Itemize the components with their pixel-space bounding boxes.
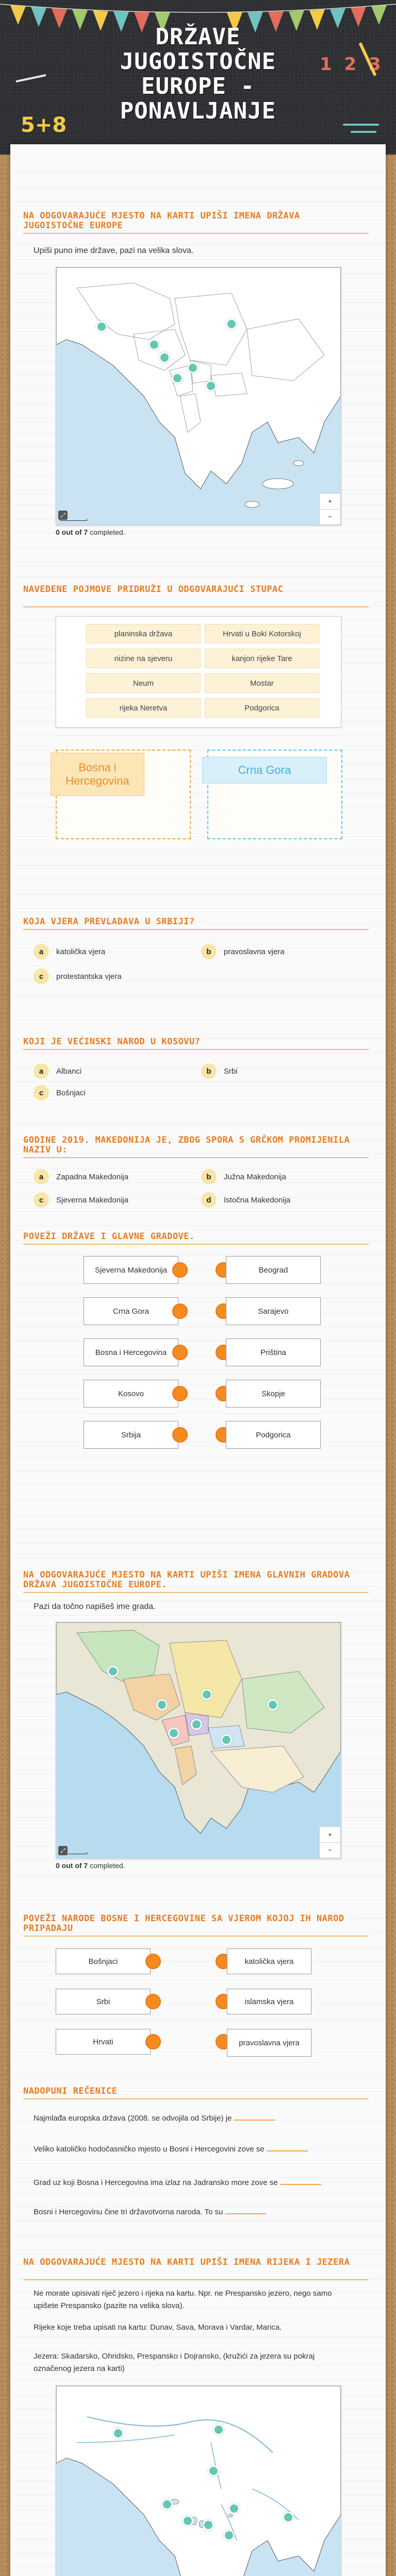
pair-right-item[interactable]: katolička vjera xyxy=(227,1948,311,1974)
section-title: GODINE 2019. MAKEDONIJA JE, ZBOG SPORA S GRČKOM PROMIJENILA NAZIV U: xyxy=(23,1135,350,1155)
connect-dot[interactable] xyxy=(172,1427,188,1443)
section-title: POVEŽI DRŽAVE I GLAVNE GRADOVE. xyxy=(23,1231,195,1242)
pair-left-item[interactable]: Hrvati xyxy=(56,2029,151,2055)
map-marker[interactable] xyxy=(223,2530,235,2541)
section-instruction: Pazi da točno napišeš ime grada. xyxy=(34,1602,156,1611)
section-title: KOJA VJERA PREVLADAVA U SRBIJI? xyxy=(23,917,195,927)
answer-option-c[interactable]: c protestantska vjera xyxy=(34,967,122,986)
pair-left-item[interactable]: Srbi xyxy=(56,1989,151,2014)
map-marker[interactable] xyxy=(96,321,107,332)
map-marker[interactable] xyxy=(191,1719,202,1730)
pair-right-item[interactable]: Beograd xyxy=(226,1256,321,1284)
balkan-capitals-map xyxy=(56,1622,341,1858)
map-marker[interactable] xyxy=(107,1666,119,1677)
blank-input[interactable] xyxy=(267,2143,308,2151)
pair-right-item[interactable]: Podgorica xyxy=(226,1421,321,1449)
section-divider xyxy=(23,2279,369,2280)
connect-dot[interactable] xyxy=(145,2034,161,2049)
pair-right-item[interactable]: Skopje xyxy=(226,1380,321,1408)
map-card xyxy=(56,1622,341,1859)
balkan-rivers-map xyxy=(56,2386,341,2576)
drag-tile[interactable]: planinska država xyxy=(86,624,201,643)
map-marker[interactable] xyxy=(205,380,217,392)
chalk-line-decoration xyxy=(343,124,379,126)
map-marker[interactable] xyxy=(187,362,199,374)
section-divider xyxy=(23,929,369,930)
chalk-line-decoration xyxy=(351,131,376,133)
dropzone-label: Crna Gora xyxy=(202,757,327,784)
answer-option-d[interactable]: d Istočna Makedonija xyxy=(201,1190,290,1210)
answer-option-a[interactable]: a Zapadna Makedonija xyxy=(34,1167,128,1187)
page-title: DRŽAVE JUGOISTOČNE EUROPE - PONAVLJANJE xyxy=(120,24,276,124)
pair-left-item[interactable]: Crna Gora xyxy=(84,1297,178,1325)
map-marker[interactable] xyxy=(168,1727,179,1739)
map-marker[interactable] xyxy=(201,1689,212,1700)
drag-tile[interactable]: Hrvati u Boki Kotorskoj xyxy=(205,624,319,643)
drag-tile[interactable]: kanjon rijeke Tare xyxy=(205,649,319,668)
answer-option-a[interactable]: a katolička vjera xyxy=(34,942,105,961)
section-divider xyxy=(23,233,369,234)
drag-tile[interactable]: rijeka Neretva xyxy=(86,698,201,718)
map-zoom-controls[interactable] xyxy=(319,493,341,525)
blank-input[interactable] xyxy=(234,2112,275,2121)
answer-option-b[interactable]: b Srbi xyxy=(201,1061,238,1081)
map-marker[interactable] xyxy=(203,2519,214,2531)
map-marker[interactable] xyxy=(182,2515,193,2527)
dropzone-crna-gora[interactable] xyxy=(207,750,342,839)
section-instruction: Rijeke koje treba upisati na kartu: Dunav, Sava, Morava i Vardar, Marica. xyxy=(34,2323,282,2332)
map-marker[interactable] xyxy=(208,2465,219,2477)
section-title: NAVEDENE POJMOVE PRIDRUŽI U ODGOVARAJUĆI STUPAC xyxy=(23,584,284,595)
map-card xyxy=(56,267,341,526)
drag-tile[interactable]: Mostar xyxy=(205,673,319,693)
connect-dot[interactable] xyxy=(172,1303,188,1319)
section-divider xyxy=(23,1244,369,1245)
map-marker[interactable] xyxy=(148,339,160,350)
drag-tile[interactable]: Podgorica xyxy=(205,698,319,718)
section-title: NA ODGOVARAJUĆE MJESTO NA KARTI UPIŠI IMENA GLAVNIH GRADOVA DRŽAVA JUGOISTOČNE EUROPE. xyxy=(23,1570,350,1590)
fill-sentence: Najmlađa europska država (2008. se odvojila od Srbije) je xyxy=(34,2112,353,2125)
connect-dot[interactable] xyxy=(172,1345,188,1360)
section-instruction: Upiši puno ime države, pazi na velika slova. xyxy=(34,246,194,255)
section-divider xyxy=(23,1592,369,1593)
math-doodle-left: 5+8 xyxy=(21,113,67,137)
connect-dot[interactable] xyxy=(172,1262,188,1278)
zoom-in-icon[interactable]: + xyxy=(320,494,340,510)
dropzone-label: Bosna i Hercegovina xyxy=(51,753,144,796)
map-progress: 0 out of 7 completed. xyxy=(56,528,125,536)
section-divider xyxy=(23,1936,369,1937)
answer-option-c[interactable]: c Sjeverna Makedonija xyxy=(34,1190,128,1210)
fill-sentence: Bosni i Hercegovinu čine tri državotvorna naroda. To su xyxy=(34,2206,353,2218)
map-marker[interactable] xyxy=(159,352,170,363)
section-divider xyxy=(23,1157,369,1158)
map-progress: 0 out of 7 completed. xyxy=(56,1861,125,1870)
map-marker[interactable] xyxy=(161,2499,173,2510)
pair-left-item[interactable]: Sjeverna Makedonija xyxy=(84,1256,178,1284)
section-title: NADOPUNI REČENICE xyxy=(23,2086,118,2096)
fullscreen-icon[interactable]: ⤢ xyxy=(58,511,68,520)
fill-sentence: Grad uz koji Bosna i Hercegovina ima izlaz na Jadransko more zove se xyxy=(34,2177,353,2189)
drag-tile[interactable]: nizine na sjeveru xyxy=(86,649,201,668)
balkan-map xyxy=(56,267,341,525)
section-divider xyxy=(23,606,369,607)
worksheet-header xyxy=(0,0,396,155)
drag-tile[interactable]: Neum xyxy=(86,673,201,693)
connect-dot[interactable] xyxy=(145,1954,161,1969)
zoom-out-icon[interactable]: − xyxy=(328,513,332,520)
numbers-doodle-right: 1 2 3 xyxy=(320,54,384,75)
map-marker[interactable] xyxy=(213,2424,224,2435)
fullscreen-icon[interactable]: ⤢ xyxy=(58,1846,68,1855)
fill-sentence: Veliko katoličko hodočasničko mjesto u Bosni i Hercegovini zove se xyxy=(34,2143,353,2156)
pair-left-item[interactable]: Srbija xyxy=(84,1421,178,1449)
map-marker[interactable] xyxy=(221,1734,232,1745)
section-instruction: Jezera: Skadarsko, Ohridsko, Prespansko i Dojransko, (kružići za jezera su pokraj označenog jezera na karti) xyxy=(34,2352,315,2373)
pair-left-item[interactable]: Bosna i Hercegovina xyxy=(84,1338,178,1366)
section-divider xyxy=(23,2098,369,2099)
section-title: NA ODGOVARAJUĆE MJESTO NA KARTI UPIŠI IMENA DRŽAVA JUGOISTOČNE EUROPE xyxy=(23,211,300,231)
map-marker[interactable] xyxy=(283,2512,294,2523)
map-marker[interactable] xyxy=(172,372,183,384)
tile-bank xyxy=(56,616,341,727)
answer-option-c[interactable]: c Bošnjaci xyxy=(34,1083,86,1103)
pair-right-item[interactable]: islamska vjera xyxy=(227,1989,311,2014)
zoom-out-icon[interactable]: − xyxy=(328,1846,332,1854)
section-title: POVEŽI NARODE BOSNE I HERCEGOVINE SA VJEROM KOJOJ IH NAROD PRIPADAJU xyxy=(23,1913,344,1934)
blank-input[interactable] xyxy=(280,2177,321,2185)
map-marker[interactable] xyxy=(226,318,237,330)
section-instruction: Ne morate upisivati riječ jezero i rijeka na kartu. Npr. ne Prespansko jezero, nego samo upišete Prespansko (pazite na velika slova). xyxy=(34,2289,332,2310)
blank-input[interactable] xyxy=(225,2206,266,2214)
connect-dot[interactable] xyxy=(172,1386,188,1401)
answer-option-b[interactable]: b Južna Makedonija xyxy=(201,1167,286,1187)
map-card xyxy=(56,2385,341,2576)
map-marker[interactable] xyxy=(156,1699,168,1710)
pair-right-item[interactable]: pravoslavna vjera xyxy=(227,2029,311,2057)
map-marker[interactable] xyxy=(267,1699,278,1710)
zoom-in-icon[interactable]: + xyxy=(320,1827,340,1843)
pair-left-item[interactable]: Kosovo xyxy=(84,1380,178,1408)
map-zoom-controls[interactable] xyxy=(319,1826,341,1858)
pair-right-item[interactable]: Sarajevo xyxy=(226,1297,321,1325)
dropzone-bosna-i-hercegovina[interactable] xyxy=(56,750,191,839)
answer-option-a[interactable]: a Albanci xyxy=(34,1061,81,1081)
section-title: KOJI JE VEĆINSKI NAROD U KOSOVU? xyxy=(23,1037,201,1047)
worksheet-sheet xyxy=(10,144,386,2576)
map-marker[interactable] xyxy=(228,2503,240,2514)
answer-option-b[interactable]: b pravoslavna vjera xyxy=(201,942,285,961)
section-divider xyxy=(23,1049,369,1050)
map-marker[interactable] xyxy=(112,2428,124,2439)
section-title: NA ODGOVARAJUĆE MJESTO NA KARTI UPIŠI IMENA RIJEKA I JEZERA xyxy=(23,2257,350,2267)
connect-dot[interactable] xyxy=(145,1994,161,2009)
pair-left-item[interactable]: Bošnjaci xyxy=(56,1948,151,1974)
pair-right-item[interactable]: Priština xyxy=(226,1338,321,1366)
